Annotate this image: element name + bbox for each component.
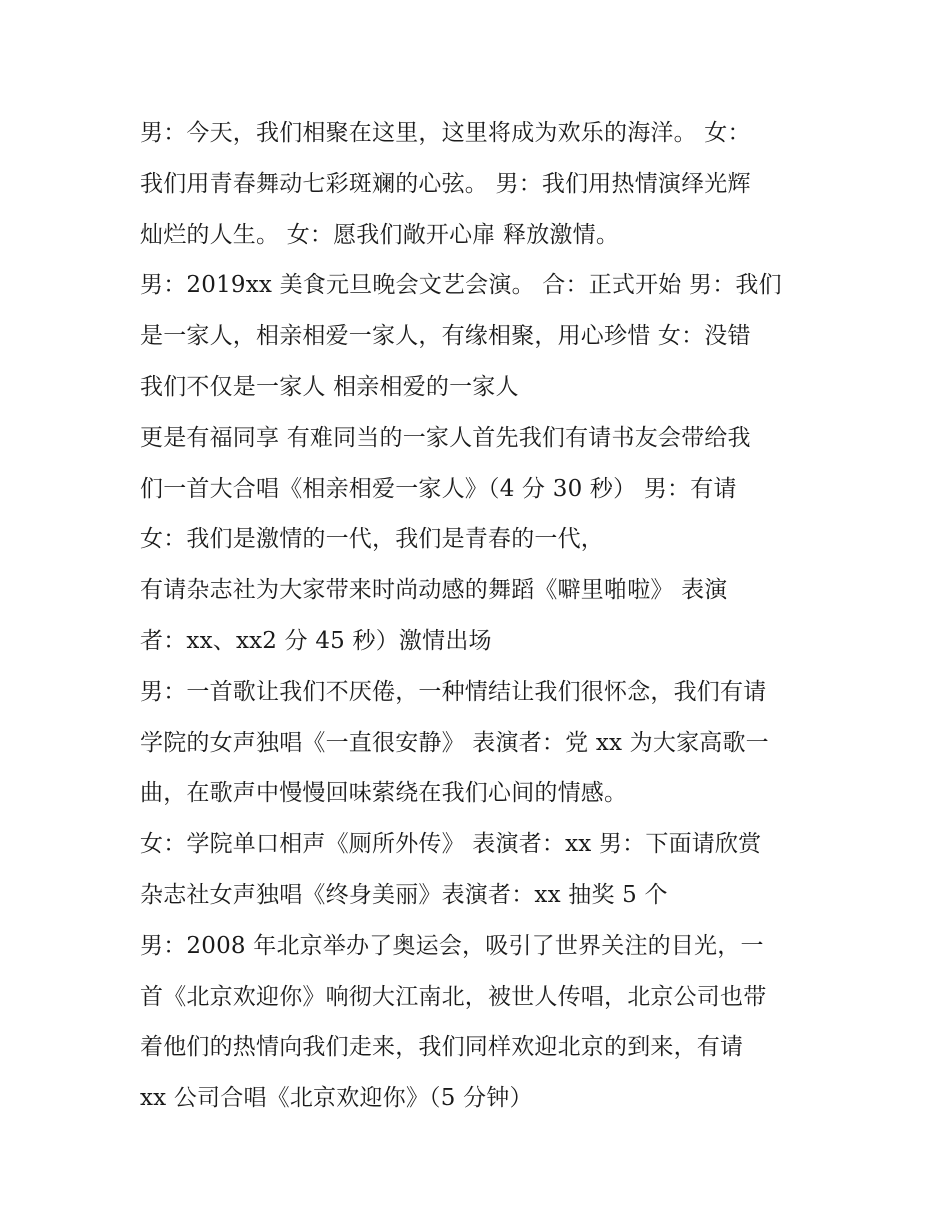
text-line: 男：今天，我们相聚在这里，这里将成为欢乐的海洋。 女： bbox=[140, 120, 751, 146]
text-line: 女：学院单口相声《厕所外传》 表演者：xx 男：下面请欣赏 bbox=[140, 831, 762, 858]
text-line: 是一家人，相亲相爱一家人，有缘相聚，用心珍惜 女：没错 bbox=[140, 323, 751, 350]
text-line: 者：xx、xx2 分 45 秒）激情出场 bbox=[140, 627, 492, 654]
text-line: 学院的女声独唱《一直很安静》 表演者：党 xx 为大家高歌一 bbox=[140, 729, 769, 756]
text-line: 曲，在歌声中慢慢回味萦绕在我们心间的情感。 bbox=[140, 780, 628, 807]
text-line: 我们不仅是一家人 相亲相爱的一家人 bbox=[140, 373, 519, 400]
text-line: 们一首大合唱《相亲相爱一家人》（4 分 30 秒） 男：有请 bbox=[140, 475, 737, 502]
text-line: 首《北京欢迎你》响彻大江南北，被世人传唱，北京公司也带 bbox=[140, 983, 767, 1010]
text-line: 有请杂志社为大家带来时尚动感的舞蹈《噼里啪啦》 表演 bbox=[140, 577, 728, 604]
text-line: 男：一首歌让我们不厌倦，一种情结让我们很怀念，我们有请 bbox=[140, 678, 767, 705]
text-line: 男：2019xx 美食元旦晚会文艺会演。 合：正式开始 男：我们 bbox=[140, 272, 782, 299]
text-line: 男：2008 年北京举办了奥运会，吸引了世界关注的目光，一 bbox=[140, 932, 764, 959]
text-line: 女：我们是激情的一代，我们是青春的一代， bbox=[140, 526, 604, 553]
text-line: 更是有福同享 有难同当的一家人首先我们有请书友会带给我 bbox=[140, 424, 751, 451]
text-line: xx 公司合唱《北京欢迎你》（5 分钟） bbox=[140, 1085, 533, 1112]
text-line: 灿烂的人生。 女：愿我们敞开心扉 释放激情。 bbox=[140, 221, 620, 248]
text-line: 着他们的热情向我们走来，我们同样欢迎北京的到来，有请 bbox=[140, 1034, 744, 1061]
document-body bbox=[140, 108, 830, 1124]
text-line: 我们用青春舞动七彩斑斓的心弦。 男：我们用热情演绎光辉 bbox=[140, 170, 751, 197]
text-line: 杂志社女声独唱《终身美丽》表演者：xx 抽奖 5 个 bbox=[140, 881, 668, 908]
